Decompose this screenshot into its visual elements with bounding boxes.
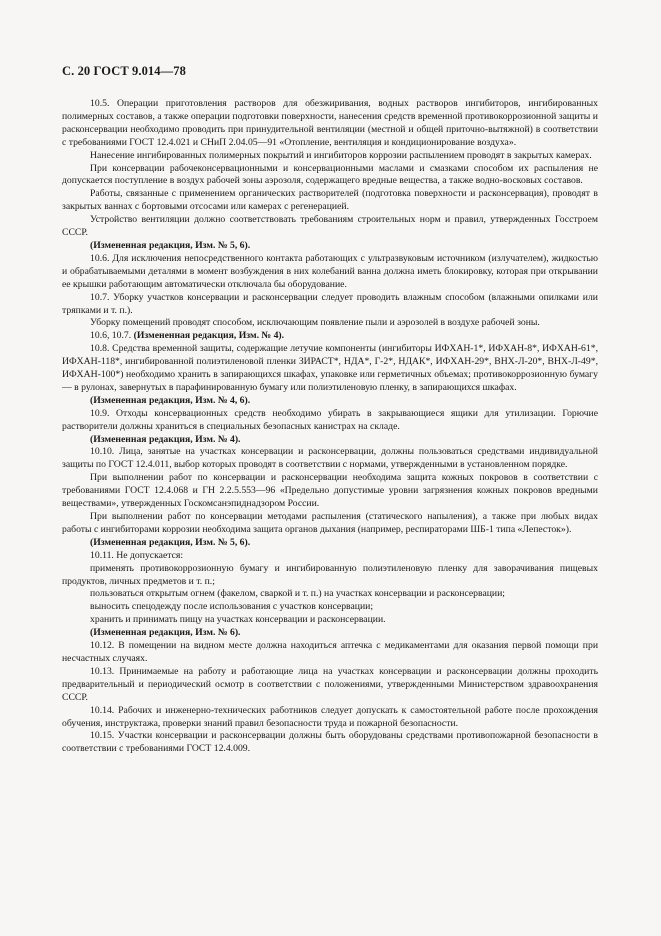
paragraph-text: 10.13. Принимаемые на работу и работающие лица на участках консервации и расконсервации должны проходить предварительный и периодический осмотр в соответствии с положениями, утвержденными Министерством здравоохранения СССР. [62, 665, 598, 703]
paragraph-text: 10.12. В помещении на видном месте должна находиться аптечка с медикаментами для оказания первой помощи при несчастных случаях. [62, 640, 598, 664]
paragraph [62, 292, 598, 318]
paragraph-text: (Измененная редакция, Изм. № 6). [90, 627, 241, 639]
paragraph-text: 10.6. Для исключения непосредственного контакта работающих с ультразвуковым источником (излучателем), жидкостью и обрабатываемыми деталями в момент возбуждения в них колебаний ванна должна иметь блокировку, которая при открывании ее крышки работающим автоматически отключала бы оборудование. [62, 252, 598, 290]
paragraph-text: (Измененная редакция, Изм. № 5, 6). [90, 536, 251, 548]
paragraph-text: 10.15. Участки консервации и расконсервации должны быть оборудованы средствами противопожарной безопасности в соответствии с требованиями ГОСТ 12.4.009. [62, 730, 598, 755]
amendment-note [62, 537, 598, 550]
paragraph-text: 10.5. Операции приготовления растворов для обезжиривания, водных растворов ингибиторов, ингибированных полимерных составов, а также операции подготовки поверхности, нанесения средств временной противокоррозионной защиты и расконсервации необходимо проводить при принудительной вентиляции (местной и общей приточно-вытяжной) в соответствии с требованиями ГОСТ 12.4.021 и СНиП 2.04.05—91 «Отопление, вентиляция и кондиционирование воздуха». [62, 98, 598, 148]
paragraph-text: При выполнении работ по консервации методами распыления (статического напыления), а также при любых видах работы с ингибиторами коррозии необходима защита органов дыхания (например, респираторами ШБ-1 типа «Лепесток»). [62, 511, 598, 535]
paragraph [62, 511, 598, 537]
paragraph [62, 705, 598, 731]
document-body [62, 98, 598, 756]
paragraph [62, 730, 598, 756]
paragraph [62, 317, 598, 330]
paragraph-text: 10.8. Средства временной защиты, содержащие летучие компоненты (ингибиторы ИФХАН-1*, ИФХАН-8*, ИФХАН-61*, ИФХАН-118*, ингибированной полиэтиленовой пленки ЗИРАСТ*, НДА*, Г-2*, НДАК*, ИФХАН-29*, ВНХ-Л-20*, ВНХ-Л-49*, ИФХАН-100*) необходимо хранить в запирающихся шкафах, упаковке или герметичных объемах; противокоррозионную бумагу — в рулонах, завернутых в парафинированную бумагу или полиэтиленовую пленку, в запирающихся шкафах. [62, 343, 598, 393]
paragraph-text: При консервации рабочеконсервационными и консервационными маслами и смазками способом их распыления не допускается поступление в воздух рабочей зоны аэрозоля, содержащего вредные вещества, а также водно-восковых составов. [62, 162, 598, 187]
paragraph-text: (Измененная редакция, Изм. № 4, 6). [90, 394, 251, 406]
paragraph-text: пользоваться открытым огнем (факелом, сваркой и т. п.) на участках консервации и расконсервации; [90, 588, 505, 600]
paragraph-text: хранить и принимать пищу на участках консервации и расконсервации. [90, 614, 386, 626]
paragraph [62, 253, 598, 292]
paragraph [62, 214, 598, 240]
paragraph-text: 10.6, 10.7. [90, 330, 134, 342]
paragraph [62, 601, 598, 614]
amendment-note [62, 240, 598, 253]
amendment-note [62, 395, 598, 408]
paragraph [62, 446, 598, 472]
paragraph [62, 150, 598, 163]
paragraph-text: 10.9. Отходы консервационных средств необходимо убирать в закрывающиеся ящики для утилизации. Горючие растворители должны храниться в специальных безопасных канистрах на складе. [62, 407, 598, 432]
amendment-note [62, 627, 598, 640]
paragraph-text: Работы, связанные с применением органических растворителей (подготовка поверхности и расконсервация), проводят в закрытых ваннах с бортовыми отсосами или камерах с регенерацией. [62, 188, 598, 213]
paragraph [62, 614, 598, 627]
paragraph-text: Нанесение ингибированных полимерных покрытий и ингибиторов коррозии распылением проводят в закрытых камерах. [90, 149, 592, 161]
amendment-note: (Измененная редакция, Изм. № 4). [133, 330, 285, 342]
paragraph [62, 188, 598, 214]
paragraph [62, 408, 598, 434]
paragraph-text: Уборку помещений проводят способом, исключающим появление пыли и аэрозолей в воздухе рабочей зоны. [90, 317, 540, 329]
page-header: С. 20 ГОСТ 9.014—78 [62, 64, 186, 78]
paragraph [62, 330, 598, 343]
paragraph-text: Устройство вентиляции должно соответствовать требованиям строительных норм и правил, утвержденных Госстроем СССР. [62, 214, 598, 239]
paragraph-text: 10.10. Лица, занятые на участках консервации и расконсервации, должны пользоваться средствами индивидуальной защиты по ГОСТ 12.4.011, выбор которых проводят в соответствии с нормами, утвержденными в установленном порядке. [62, 446, 598, 471]
paragraph [62, 98, 598, 150]
paragraph [62, 472, 598, 511]
paragraph [62, 666, 598, 705]
amendment-note [62, 434, 598, 447]
paragraph-text: (Измененная редакция, Изм. № 5, 6). [90, 239, 251, 251]
paragraph-text: выносить спецодежду после использования с участков консервации; [90, 601, 374, 613]
paragraph [62, 563, 598, 589]
paragraph-text: (Измененная редакция, Изм. № 4). [90, 433, 241, 445]
paragraph-text: 10.14. Рабочих и инженерно-технических работников следует допускать к самостоятельной работе после прохождения обучения, инструктажа, проверки знаний правил безопасности труда и пожарной безопасности. [62, 704, 598, 729]
paragraph [62, 163, 598, 189]
paragraph-text: 10.7. Уборку участков консервации и расконсервации следует проводить влажным способом (влажными опилками или тряпками и т. п.). [62, 291, 598, 316]
paragraph [62, 588, 598, 601]
paragraph [62, 640, 598, 666]
paragraph [62, 550, 598, 563]
paragraph-text: При выполнении работ по консервации и расконсервации необходима защита кожных покровов в соответствии с требованиями ГОСТ 12.4.068 и ГН 2.2.5.553—96 «Предельно допустимые уровни загрязнения кожных покровов вредными веществами», утвержденных Госкомсанэпиднадзором России. [62, 472, 598, 510]
paragraph [62, 343, 598, 395]
paragraph-text: применять противокоррозионную бумагу и ингибированную полиэтиленовую пленку для заворачивания пищевых продуктов, личных предметов и т. п.; [62, 562, 598, 587]
paragraph-text: 10.11. Не допускается: [90, 549, 184, 561]
